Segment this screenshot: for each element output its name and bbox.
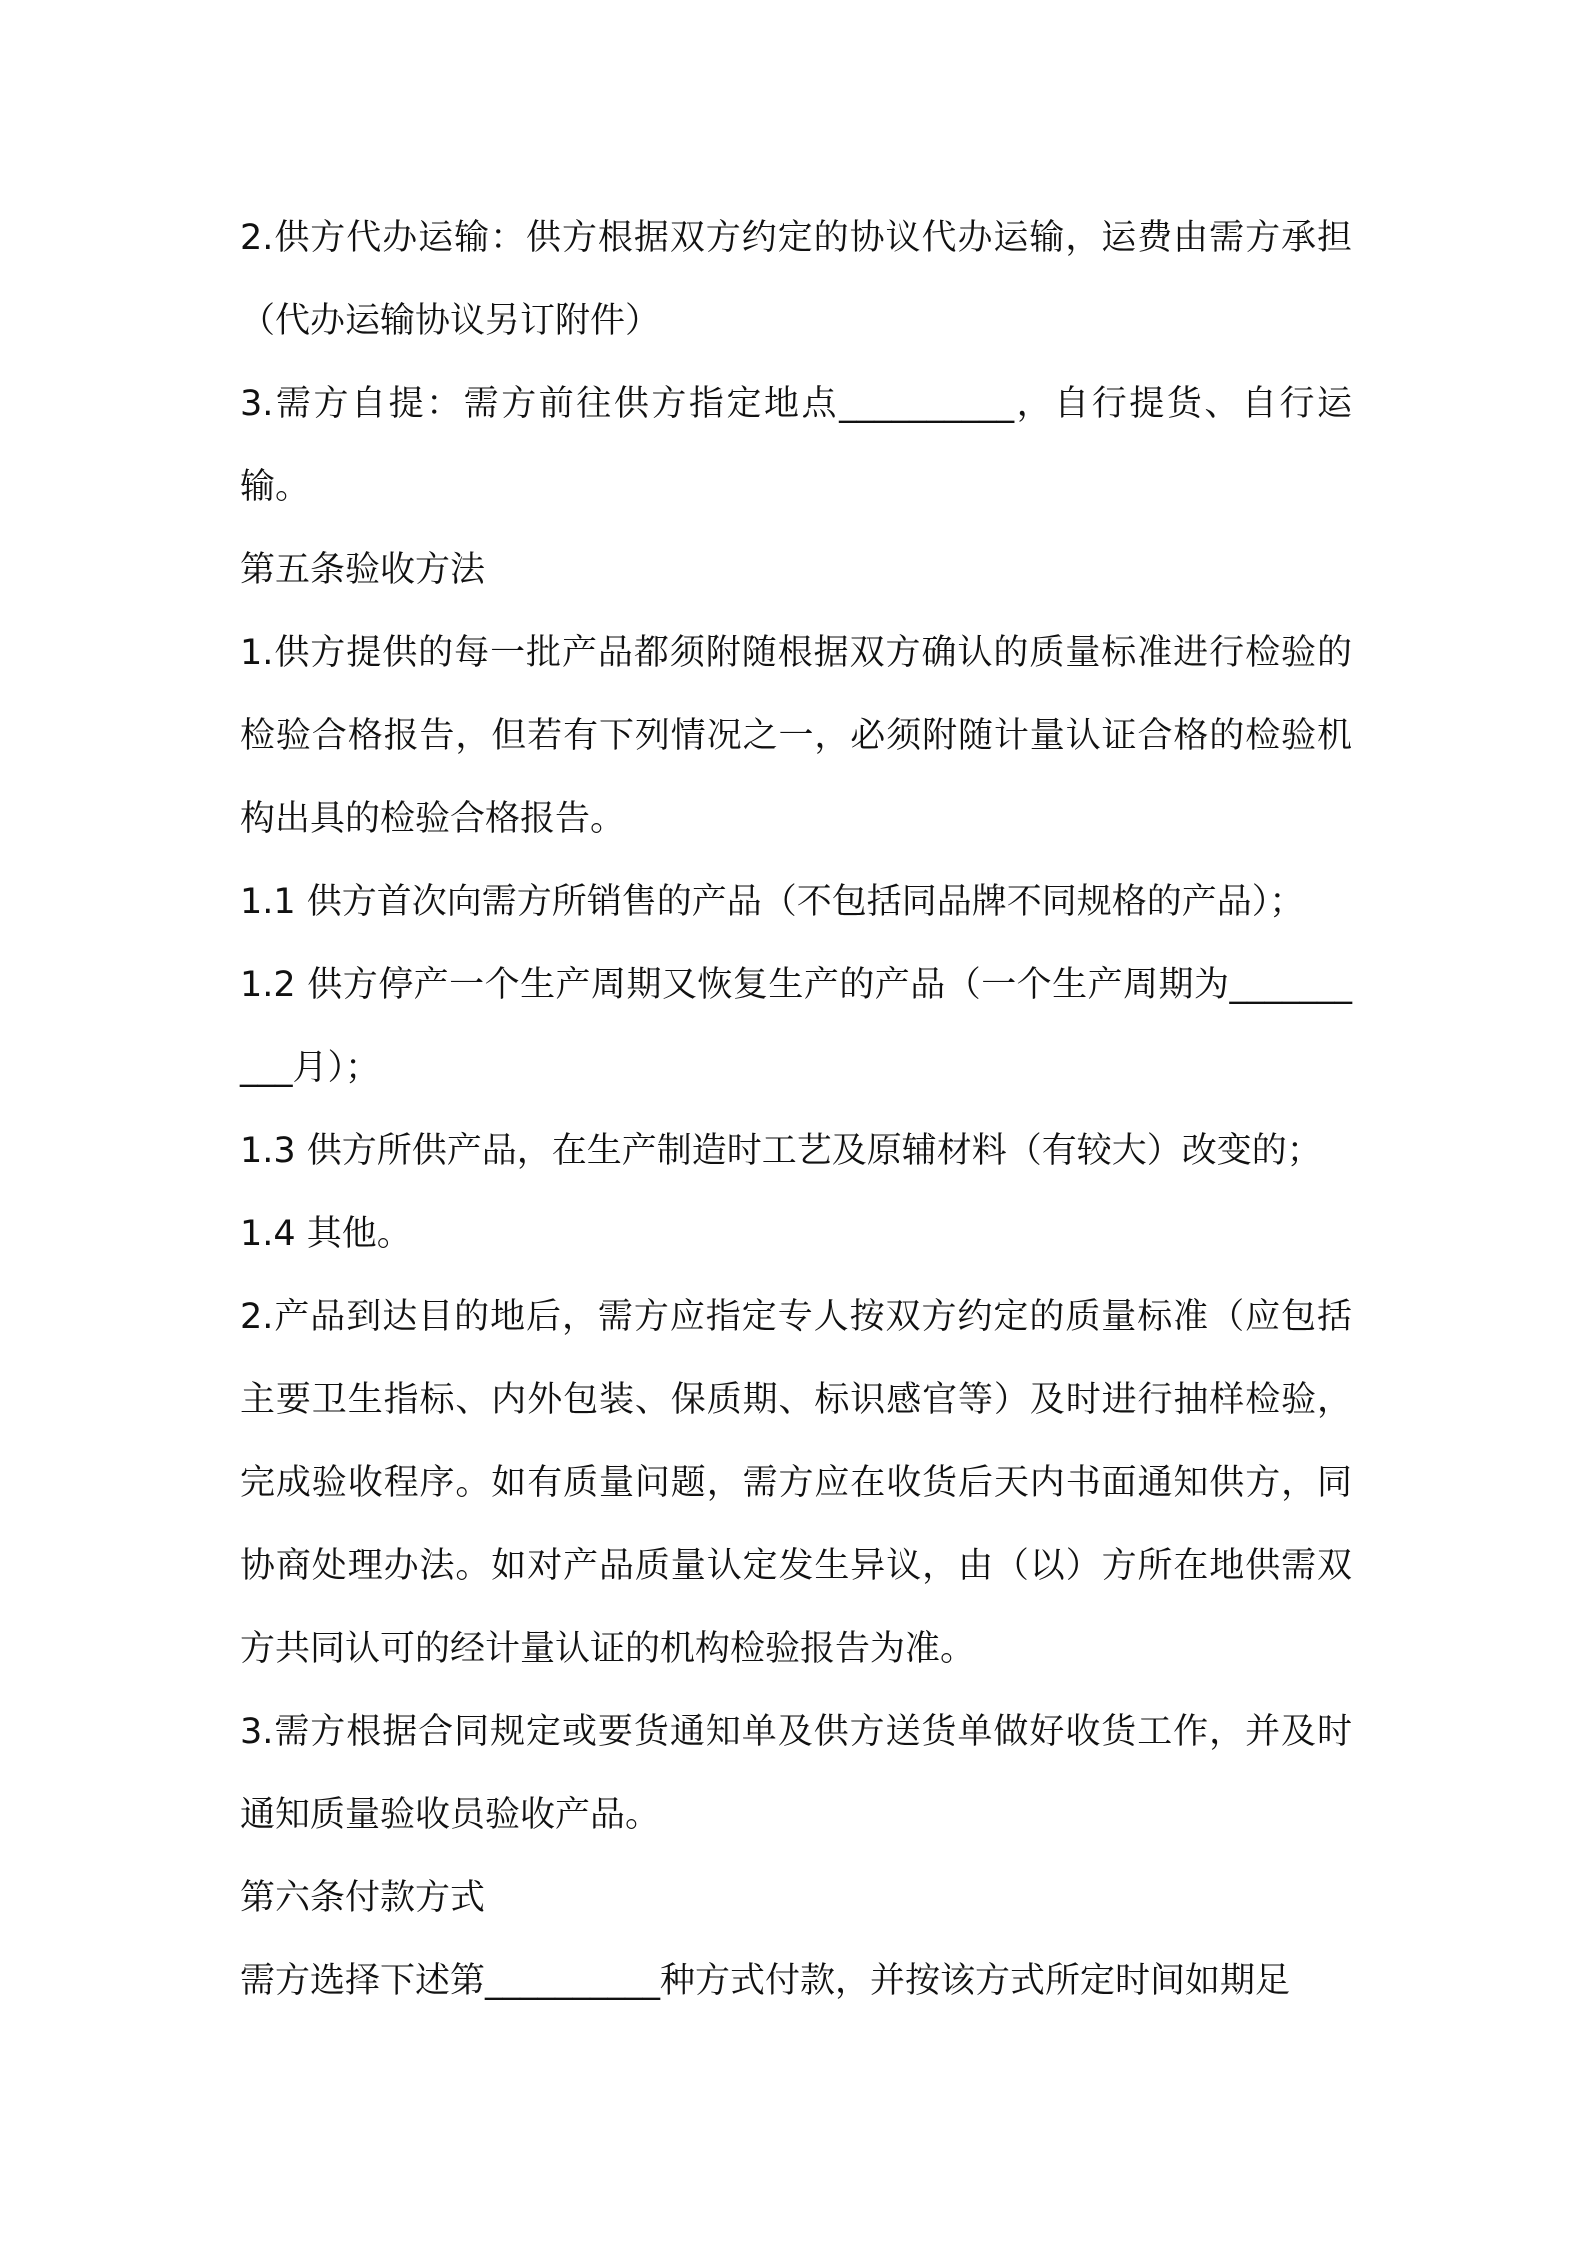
paragraph-item-1-3: 1.3 供方所供产品，在生产制造时工艺及原辅材料（有较大）改变的；: [240, 1131, 1322, 1171]
section-heading-article-6: 第六条付款方式: [240, 1878, 486, 1918]
paragraph-arrival-inspection: 2.产品到达目的地后，需方应指定专人按双方约定的质量标准（应包括主要卫生指标、内外包装、保质期、标识感官等）及时进行抽样检验，完成验收程序。如有质量问题，需方应在收货后天内书面通知供方，同协商处理办法。如对产品质量认定发生异议，由（以）方所在地供需双方共同认可的经计量认证的机构检验报告为准。: [240, 1297, 1352, 1669]
paragraph-delivery-by-supplier: 2.供方代办运输：供方根据双方约定的协议代办运输，运费由需方承担（代办运输协议另订附件）: [240, 218, 1352, 341]
paragraph-inspection-report: 1.供方提供的每一批产品都须附随根据双方确认的质量标准进行检验的检验合格报告，但若有下列情况之一，必须附随计量认证合格的检验机构出具的检验合格报告。: [240, 633, 1352, 839]
paragraph-self-pickup: 3.需方自提：需方前往供方指定地点__________，自行提货、自行运输。: [240, 384, 1352, 507]
paragraph-item-1-1: 1.1 供方首次向需方所销售的产品（不包括同品牌不同规格的产品）；: [240, 882, 1305, 922]
paragraph-payment-method: 需方选择下述第__________种方式付款，并按该方式所定时间如期足: [240, 1961, 1291, 2001]
paragraph-item-1-2: 1.2 供方停产一个生产周期又恢复生产的产品（一个生产周期为__________月）；: [240, 965, 1352, 1088]
document-body: [240, 197, 1352, 2023]
paragraph-receiving-work: 3.需方根据合同规定或要货通知单及供方送货单做好收货工作，并及时通知质量验收员验收产品。: [240, 1712, 1352, 1835]
section-heading-article-5: 第五条验收方法: [240, 550, 486, 590]
paragraph-item-1-4: 1.4 其他。: [240, 1214, 412, 1254]
